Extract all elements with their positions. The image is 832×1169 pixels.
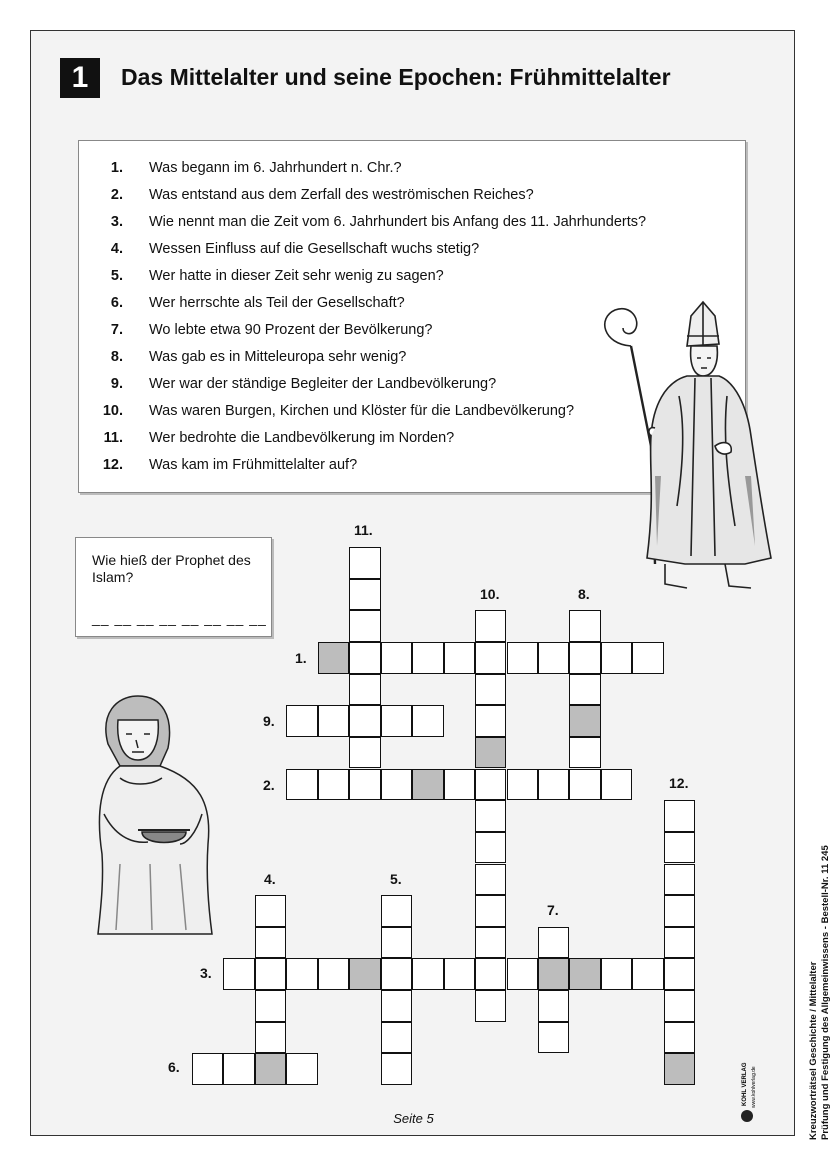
crossword-cell[interactable] [349, 610, 380, 642]
crossword-cell[interactable] [412, 958, 443, 990]
clue-label-11: 11. [354, 522, 373, 538]
clue-label-10: 10. [480, 586, 500, 602]
crossword-cell[interactable] [255, 927, 286, 959]
crossword-cell[interactable] [381, 990, 412, 1022]
question-number: 5. [110, 268, 123, 284]
crossword-cell[interactable] [444, 642, 475, 674]
crossword-cell[interactable] [412, 642, 443, 674]
clue-label-12: 12. [669, 775, 689, 791]
bonus-answer-blanks[interactable]: __ __ __ __ __ __ __ __ [92, 610, 267, 626]
crossword-cell[interactable] [381, 895, 412, 927]
clue-label-4: 4. [264, 871, 276, 887]
crossword-cell[interactable] [444, 769, 475, 801]
question-row [79, 268, 739, 288]
crossword-cell[interactable] [349, 642, 380, 674]
crossword-cell[interactable] [538, 769, 569, 801]
crossword-cell[interactable] [381, 1022, 412, 1054]
crossword-cell[interactable] [475, 705, 506, 737]
crossword-cell[interactable] [475, 769, 506, 801]
bonus-question-box [75, 537, 272, 637]
clue-label-6: 6. [168, 1059, 180, 1075]
crossword-cell[interactable] [318, 705, 349, 737]
crossword-cell[interactable] [349, 737, 380, 769]
question-number: 2. [110, 187, 123, 203]
crossword-cell[interactable] [349, 769, 380, 801]
crossword-cell[interactable] [475, 610, 506, 642]
question-number: 1. [110, 160, 123, 176]
crossword-cell[interactable] [475, 800, 506, 832]
bonus-question: Wie hieß der Prophet des Islam? [92, 552, 251, 585]
crossword-cell[interactable] [412, 705, 443, 737]
crossword-cell[interactable] [475, 927, 506, 959]
question-text: Was kam im Frühmittelalter auf? [149, 457, 358, 473]
question-text: Wer hatte in dieser Zeit sehr wenig zu sagen? [149, 268, 444, 284]
crossword-cell[interactable] [286, 958, 317, 990]
question-number: 9. [110, 376, 123, 392]
side-info-line-2: Prüfung und Festigung des Allgemeinwissens - Bestell-Nr. 11 245 [820, 845, 831, 1140]
crossword-cell[interactable] [475, 832, 506, 864]
question-row [79, 187, 739, 207]
question-number: 6. [110, 295, 123, 311]
crossword-cell[interactable] [381, 927, 412, 959]
publisher-website: www.kohlverlag.de [751, 1066, 757, 1108]
clue-label-9: 9. [263, 713, 275, 729]
crossword-cell[interactable] [475, 864, 506, 896]
crossword-cell[interactable] [318, 958, 349, 990]
crossword-cell-solution[interactable] [412, 769, 443, 801]
crossword-cell[interactable] [664, 958, 695, 990]
crossword-cell[interactable] [381, 769, 412, 801]
crossword-cell[interactable] [569, 610, 600, 642]
question-text: Wer bedrohte die Landbevölkerung im Norden? [149, 430, 455, 446]
crossword-cell[interactable] [632, 642, 663, 674]
crossword-cell-solution[interactable] [255, 1053, 286, 1085]
crossword-cell[interactable] [475, 958, 506, 990]
question-row [79, 241, 739, 261]
question-text: Wessen Einfluss auf die Gesellschaft wuchs stetig? [149, 241, 480, 257]
question-text: Was entstand aus dem Zerfall des weströmischen Reiches? [149, 187, 534, 203]
crossword-cell[interactable] [601, 642, 632, 674]
crossword-cell[interactable] [632, 958, 663, 990]
question-number: 7. [110, 322, 123, 338]
crossword-cell[interactable] [538, 990, 569, 1022]
crossword-cell[interactable] [255, 1022, 286, 1054]
crossword-cell[interactable] [664, 832, 695, 864]
clue-label-5: 5. [390, 871, 402, 887]
question-number: 10. [102, 403, 123, 419]
question-number: 4. [110, 241, 123, 257]
question-row [79, 214, 739, 234]
crossword-cell[interactable] [349, 579, 380, 611]
crossword-cell[interactable] [475, 642, 506, 674]
crossword-cell[interactable] [538, 642, 569, 674]
crossword-cell[interactable] [223, 958, 254, 990]
crossword-cell[interactable] [475, 674, 506, 706]
question-text: Wie nennt man die Zeit vom 6. Jahrhundert bis Anfang des 11. Jahrhunderts? [149, 214, 647, 230]
question-number: 11. [103, 430, 123, 446]
clue-label-3: 3. [200, 965, 212, 981]
crossword-cell[interactable] [223, 1053, 254, 1085]
crossword-cell[interactable] [286, 705, 317, 737]
crossword-cell[interactable] [664, 895, 695, 927]
clue-label-1: 1. [295, 650, 307, 666]
crossword-cell[interactable] [601, 769, 632, 801]
crossword-cell-solution[interactable] [349, 958, 380, 990]
crossword-cell[interactable] [507, 958, 538, 990]
crossword-cell[interactable] [381, 642, 412, 674]
question-text: Wer herrschte als Teil der Gesellschaft? [149, 295, 405, 311]
crossword-cell[interactable] [569, 642, 600, 674]
crossword-cell[interactable] [507, 769, 538, 801]
side-info [808, 845, 832, 1140]
crossword-cell[interactable] [381, 1053, 412, 1085]
crossword-cell[interactable] [664, 1022, 695, 1054]
crossword-cell[interactable] [538, 1022, 569, 1054]
side-info-line-1: Kreuzworträtsel Geschichte / Mittelalter [808, 961, 819, 1140]
clue-label-7: 7. [547, 902, 559, 918]
crossword-cell[interactable] [286, 1053, 317, 1085]
question-number: 12. [102, 457, 123, 473]
crossword-cell[interactable] [569, 674, 600, 706]
bishop-illustration [595, 296, 775, 594]
crossword-cell[interactable] [569, 737, 600, 769]
clue-label-2: 2. [263, 777, 275, 793]
peasant-woman-illustration [90, 694, 220, 938]
crossword-cell[interactable] [475, 990, 506, 1022]
crossword-cell[interactable] [664, 800, 695, 832]
crossword-cell[interactable] [569, 769, 600, 801]
question-text: Was begann im 6. Jahrhundert n. Chr.? [149, 160, 402, 176]
crossword-cell[interactable] [444, 958, 475, 990]
clue-label-8: 8. [578, 586, 590, 602]
page-title: Das Mittelalter und seine Epochen: Frühmittelalter [121, 64, 671, 90]
question-number: 8. [110, 349, 123, 365]
crossword-cell-solution[interactable] [318, 642, 349, 674]
crossword-cell[interactable] [507, 642, 538, 674]
crossword-cell-solution[interactable] [475, 737, 506, 769]
crossword-cell[interactable] [664, 864, 695, 896]
crossword-cell[interactable] [349, 674, 380, 706]
publisher-name: KOHL VERLAG [742, 1062, 748, 1106]
page-number: Seite 5 [393, 1111, 434, 1126]
question-number: 3. [110, 214, 123, 230]
crossword-cell[interactable] [538, 927, 569, 959]
crossword-cell[interactable] [381, 958, 412, 990]
crossword-cell[interactable] [601, 958, 632, 990]
crossword-cell[interactable] [349, 547, 380, 579]
crossword-cell-solution[interactable] [569, 705, 600, 737]
crossword-cell[interactable] [286, 769, 317, 801]
question-text: Wer war der ständige Begleiter der Landbevölkerung? [149, 376, 497, 392]
crossword-cell[interactable] [255, 895, 286, 927]
crossword-cell[interactable] [318, 769, 349, 801]
question-text: Was waren Burgen, Kirchen und Klöster für die Landbevölkerung? [149, 403, 575, 419]
crossword-cell[interactable] [664, 927, 695, 959]
question-text: Was gab es in Mitteleuropa sehr wenig? [149, 349, 407, 365]
crossword-cell-solution[interactable] [569, 958, 600, 990]
crossword-cell-solution[interactable] [538, 958, 569, 990]
worksheet-number: 1 [60, 58, 100, 98]
crossword-cell-solution[interactable] [664, 1053, 695, 1085]
crossword-cell[interactable] [349, 705, 380, 737]
crossword-cell[interactable] [192, 1053, 223, 1085]
crossword-cell[interactable] [381, 705, 412, 737]
crossword-cell[interactable] [475, 895, 506, 927]
question-row [79, 160, 739, 180]
crossword-cell[interactable] [664, 990, 695, 1022]
crossword-cell[interactable] [255, 990, 286, 1022]
question-text: Wo lebte etwa 90 Prozent der Bevölkerung? [149, 322, 433, 338]
crossword-cell[interactable] [255, 958, 286, 990]
